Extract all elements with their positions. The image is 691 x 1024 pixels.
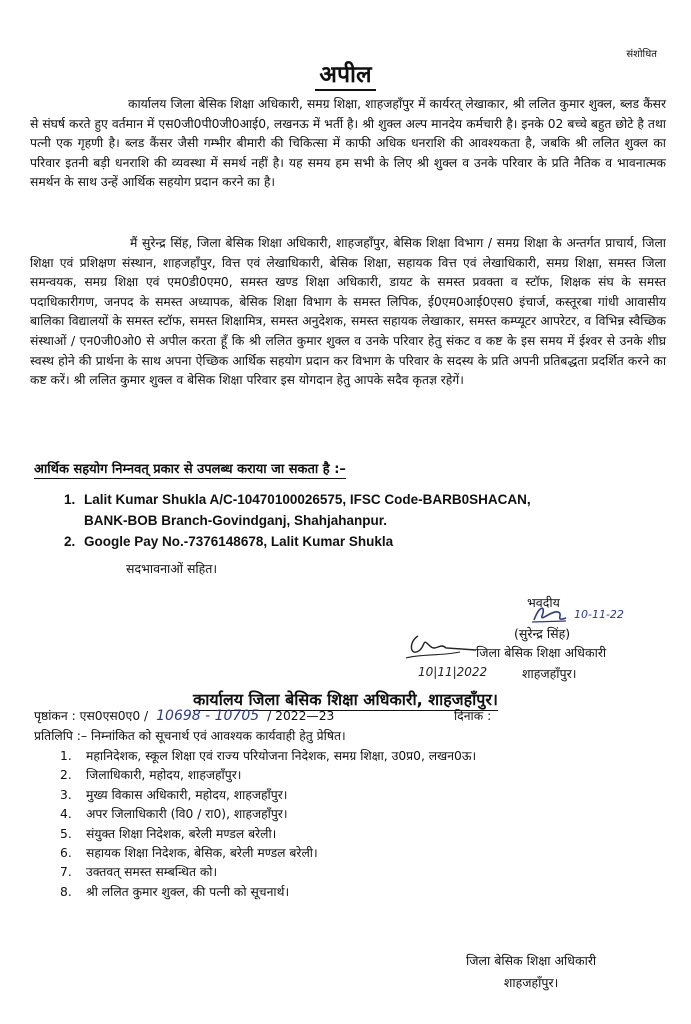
- final-city: शाहजहाँपुर।: [503, 975, 559, 990]
- bank-item-number: 2.: [64, 534, 76, 549]
- title-text: अपील: [315, 62, 375, 91]
- list-number: 6.: [60, 846, 72, 861]
- list-number: 8.: [60, 884, 72, 899]
- list-text: उक्तवत् समस्त सम्बन्धित को।: [86, 865, 218, 880]
- final-signature-block: [466, 950, 596, 994]
- list-text: श्री ललित कुमार शुक्ल, की पत्नी को सूचनार्थ।: [86, 884, 290, 899]
- list-number: 7.: [60, 865, 72, 880]
- signatory-designation: जिला बेसिक शिक्षा अधिकारी: [476, 645, 607, 660]
- reference-year: / 2022—23: [267, 709, 335, 723]
- reference-line: [34, 707, 674, 724]
- list-text: अपर जिलाधिकारी (वि0 / रा0), शाहजहाँपुर।: [86, 807, 288, 822]
- google-pay-line: Google Pay No.-7376148678, Lalit Kumar Shukla: [84, 534, 394, 549]
- list-item: [60, 844, 476, 863]
- list-text: मुख्य विकास अधिकारी, महोदय, शाहजहाँपुर।: [86, 787, 288, 802]
- bank-branch-line: BANK-BOB Branch-Govindganj, Shahjahanpur.: [84, 513, 388, 528]
- list-item: [60, 786, 476, 805]
- page-title: [0, 57, 691, 89]
- list-number: 2.: [60, 768, 72, 783]
- copy-to-line: प्रतिलिपि :– निम्नांकित को सूचनार्थ एवं आवश्यक कार्यवाही हेतु प्रेषित।: [34, 729, 346, 743]
- list-number: 5.: [60, 826, 72, 841]
- office-title-text: कार्यालय जिला बेसिक शिक्षा अधिकारी, शाहजहाँपुर।: [192, 690, 498, 709]
- list-item: [60, 747, 476, 766]
- reference-numbers: 10698 - 10705: [156, 708, 260, 724]
- regards-text: सदभावनाओं सहित।: [126, 561, 218, 576]
- list-item: [60, 825, 476, 844]
- bank-item-1-cont: [64, 510, 664, 531]
- support-heading: आर्थिक सहयोग निम्नवत् प्रकार से उपलब्ध कराया जा सकता है :–: [34, 459, 346, 479]
- appeal-paragraph-2: मैं सुरेन्द्र सिंह, जिला बेसिक शिक्षा अधिकारी, शाहजहाँपुर, बेसिक शिक्षा विभाग / समग्र शिक्षा के अन्तर्गत प्राचार्य, जिला शिक्षा एवं प्रशिक्षण संस्थान, शाहजहाँपुर, वित्त एवं लेखाधिकारी, बेसिक शिक्षा, सहायक वित्त एवं लेखाधिकारी, समग्र शिक्षा, समस्त जिला समन्वयक, समग्र शिक्षा एवं एम0डी0एम0, समस्त खण्ड शिक्षा अधिकारी, डायट के समस्त प्रवक्ता व स्टॉफ, शिक्षक संघ के समस्त पदाधिकारीगण, जनपद के समस्त अध्यापक, बेसिक शिक्षा विभाग के समस्त लिपिक, ई0एम0आई0एस0 इंचार्ज, कस्तूरबा गांधी आवासीय बालिका विद्यालयों के समस्त स्टॉफ, समस्त शिक्षामित्र, समस्त अनुदेशक, समस्त सहायक लेखाकार, समस्त कम्प्यूटर आपरेटर, व विभिन्न स्वैच्छिक संस्थाओं / एन0जी0ओ0 से अपील करता हूँ कि श्री ललित कुमार शुक्ल व उनके परिवार हेतु संकट व कष्ट के इस समय में ईश्वर से उनके शीघ्र स्वस्थ होने की प्रार्थना के साथ अपना ऐच्छिक आर्थिक सहयोग प्रदान कर विभाग के परिवार के सदस्य के प्रति अपनी प्रतिबद्धता प्रदर्शित करने का कष्ट करें। श्री ललित कुमार शुक्ल व बेसिक शिक्षा परिवार इस योगदान हेतु आपके सदैव कृतज्ञ रहेगें।: [30, 236, 666, 388]
- bank-item-2: [64, 531, 664, 552]
- final-designation: जिला बेसिक शिक्षा अधिकारी: [466, 953, 597, 968]
- stamp-date: 10|11|2022: [418, 665, 488, 679]
- list-item: [60, 805, 476, 824]
- signatory-city: शाहजहाँपुर।: [522, 666, 577, 681]
- list-number: 4.: [60, 807, 72, 822]
- list-number: 1.: [60, 749, 72, 763]
- bank-item-1: [64, 489, 664, 510]
- list-item: [60, 766, 476, 785]
- list-text: जिलाधिकारी, महोदय, शाहजहाँपुर।: [86, 768, 242, 783]
- closing-text: भवदीय: [527, 595, 560, 610]
- signature-date: 10-11-22: [574, 608, 624, 621]
- date-label: दिनांक :: [454, 709, 492, 723]
- list-item: [60, 863, 476, 882]
- signatory-name: (सुरेन्द्र सिंह): [514, 626, 571, 641]
- reference-label: पृष्ठांकन : एस0एस0ए0 /: [34, 709, 149, 723]
- list-number: 3.: [60, 787, 72, 802]
- revised-tag: संशोधित: [626, 49, 657, 60]
- list-text: संयुक्त शिक्षा निदेशक, बरेली मण्डल बरेली।: [86, 826, 277, 841]
- appeal-paragraph-1: कार्यालय जिला बेसिक शिक्षा अधिकारी, समग्र शिक्षा, शाहजहाँपुर में कार्यरत् लेखाकार, श्री ललित कुमार शुक्ल, ब्लड कैंसर से संघर्ष करते हुए वर्तमान में एस0जी0पी0जी0आई0, लखनऊ में भर्ती है। श्री शुक्ल अल्प मानदेय कर्मचारी है। इनके 02 बच्चे बहुत छोटे है तथा पत्नी एक गृहणी है। ब्लड कैंसर जैसी गम्भीर बीमारी की चिकित्सा में काफी अधिक धनराशि की आवश्यकता है, जबकि श्री ललित शुक्ल का परिवार इतनी बड़ी धनराशि की व्यवस्था में समर्थ नहीं है। यह समय हम सभी के लिए श्री शुक्ल व उनके परिवार के प्रति नैतिक व भावनात्मक समर्थन के साथ उन्हें आर्थिक सहयोग प्रदान करने का है।: [30, 97, 666, 190]
- bank-details-list: [64, 489, 664, 552]
- bank-account-line: Lalit Kumar Shukla A/C-10470100026575, IFSC Code-BARB0SHACAN,: [84, 492, 531, 507]
- recipients-list: [60, 747, 476, 902]
- list-item: [60, 883, 476, 902]
- list-text: सहायक शिक्षा निदेशक, बेसिक, बरेली मण्डल बरेली।: [86, 846, 318, 861]
- signature-1-image: [530, 602, 570, 626]
- list-text: महानिदेशक, स्कूल शिक्षा एवं राज्य परियोजना निदेशक, समग्र शिक्षा, उ0प्र0, लखन0ऊ।: [86, 749, 477, 763]
- bank-item-number: 1.: [64, 492, 76, 507]
